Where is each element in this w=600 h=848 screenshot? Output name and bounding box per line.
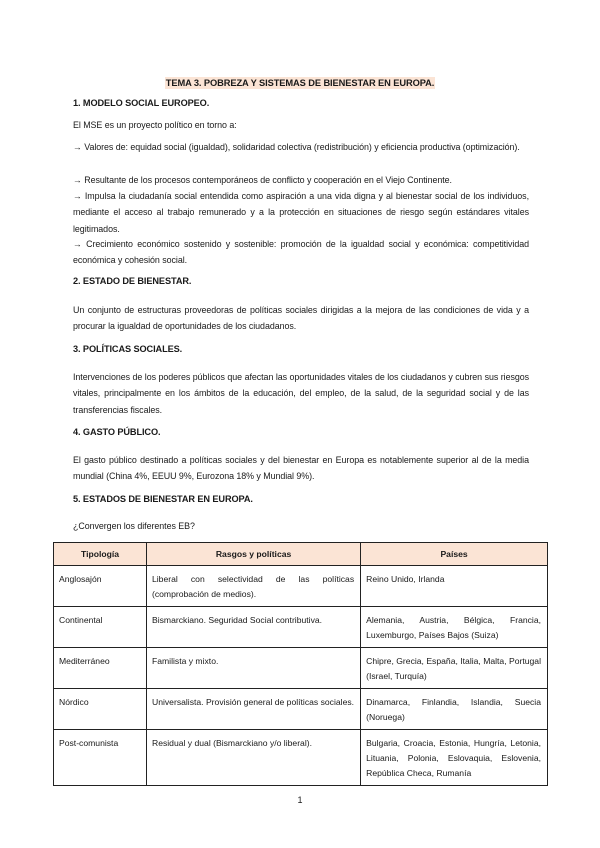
section-3-text: Intervenciones de los poderes públicos que afectan las oportunidades vitales de los ciudadanos y cubren sus riesgos vitales, principalmente en los ámbitos de la educación, del empleo, de la salud, de la seguridad social y de las transferencias fiscales. [73, 372, 529, 415]
section-1-intro: El MSE es un proyecto político en torno a: [73, 120, 237, 130]
section-1-bullet-1: → Valores de: equidad social (igualdad), solidaridad colectiva (redistribución) y eficiencia productiva (optimización). [73, 142, 520, 152]
table-row [54, 689, 548, 730]
section-1-heading: 1. MODELO SOCIAL EUROPEO. [73, 98, 210, 108]
section-1-bullet-4: → Crecimiento económico sostenido y sostenible: promoción de la igualdad social y económica: competitividad económica y cohesión social. [73, 239, 529, 266]
table-header-row [54, 543, 548, 566]
table-cell: Bismarckiano. Seguridad Social contributiva. [146, 607, 360, 648]
table-header-paises: Países [361, 543, 548, 566]
table-row [54, 730, 548, 786]
table-header-tipologia: Tipología [54, 543, 147, 566]
table-row [54, 566, 548, 607]
table-cell: Dinamarca, Finlandia, Islandia, Suecia (Noruega) [361, 689, 548, 730]
table-cell: Bulgaria, Croacia, Estonia, Hungría, Letonia, Lituania, Polonia, Eslovaquia, Eslovenia, República Checa, Rumanía [361, 730, 548, 786]
section-1-bullet-2: → Resultante de los procesos contemporáneos de conflicto y cooperación en el Viejo Continente. [73, 175, 452, 185]
section-1-bullet-3: → Impulsa la ciudadanía social entendida como aspiración a una vida digna y al bienestar social de los individuos, mediante el acceso al trabajo remunerado y a la protección en situaciones de riesgo según estándares vitales legitimados. [73, 191, 529, 234]
section-3-heading: 3. POLÍTICAS SOCIALES. [73, 344, 183, 354]
section-4-heading: 4. GASTO PÚBLICO. [73, 427, 161, 437]
table-cell: Chipre, Grecia, España, Italia, Malta, Portugal (Israel, Turquía) [361, 648, 548, 689]
section-5-question: ¿Convergen los diferentes EB? [73, 521, 195, 531]
table-cell: Liberal con selectividad de las políticas (comprobación de medios). [146, 566, 360, 607]
table-cell: Alemania, Austria, Bélgica, Francia, Luxemburgo, Países Bajos (Suiza) [361, 607, 548, 648]
document-title: TEMA 3. POBREZA Y SISTEMAS DE BIENESTAR EN EUROPA. [165, 78, 435, 88]
table-cell: Post-comunista [54, 730, 147, 786]
table-cell: Universalista. Provisión general de políticas sociales. [146, 689, 360, 730]
welfare-states-table [53, 542, 548, 786]
table-cell: Residual y dual (Bismarckiano y/o liberal). [146, 730, 360, 786]
section-5-heading: 5. ESTADOS DE BIENESTAR EN EUROPA. [73, 494, 253, 504]
table-cell: Continental [54, 607, 147, 648]
table-row [54, 607, 548, 648]
table-row [54, 648, 548, 689]
table-header-rasgos: Rasgos y políticas [146, 543, 360, 566]
section-4-text: El gasto público destinado a políticas sociales y del bienestar en Europa es notablemente superior al de la media mundial (China 4%, EEUU 9%, Eurozona 18% y Mundial 9%). [73, 455, 529, 482]
table-cell: Nórdico [54, 689, 147, 730]
table-cell: Mediterráneo [54, 648, 147, 689]
table-cell: Reino Unido, Irlanda [361, 566, 548, 607]
table-cell: Familista y mixto. [146, 648, 360, 689]
page-number: 1 [297, 795, 303, 805]
table-cell: Anglosajón [54, 566, 147, 607]
section-2-text: Un conjunto de estructuras proveedoras de políticas sociales dirigidas a la mejora de las condiciones de vida y a procurar la igualdad de oportunidades de los ciudadanos. [73, 305, 529, 332]
section-2-heading: 2. ESTADO DE BIENESTAR. [73, 276, 192, 286]
